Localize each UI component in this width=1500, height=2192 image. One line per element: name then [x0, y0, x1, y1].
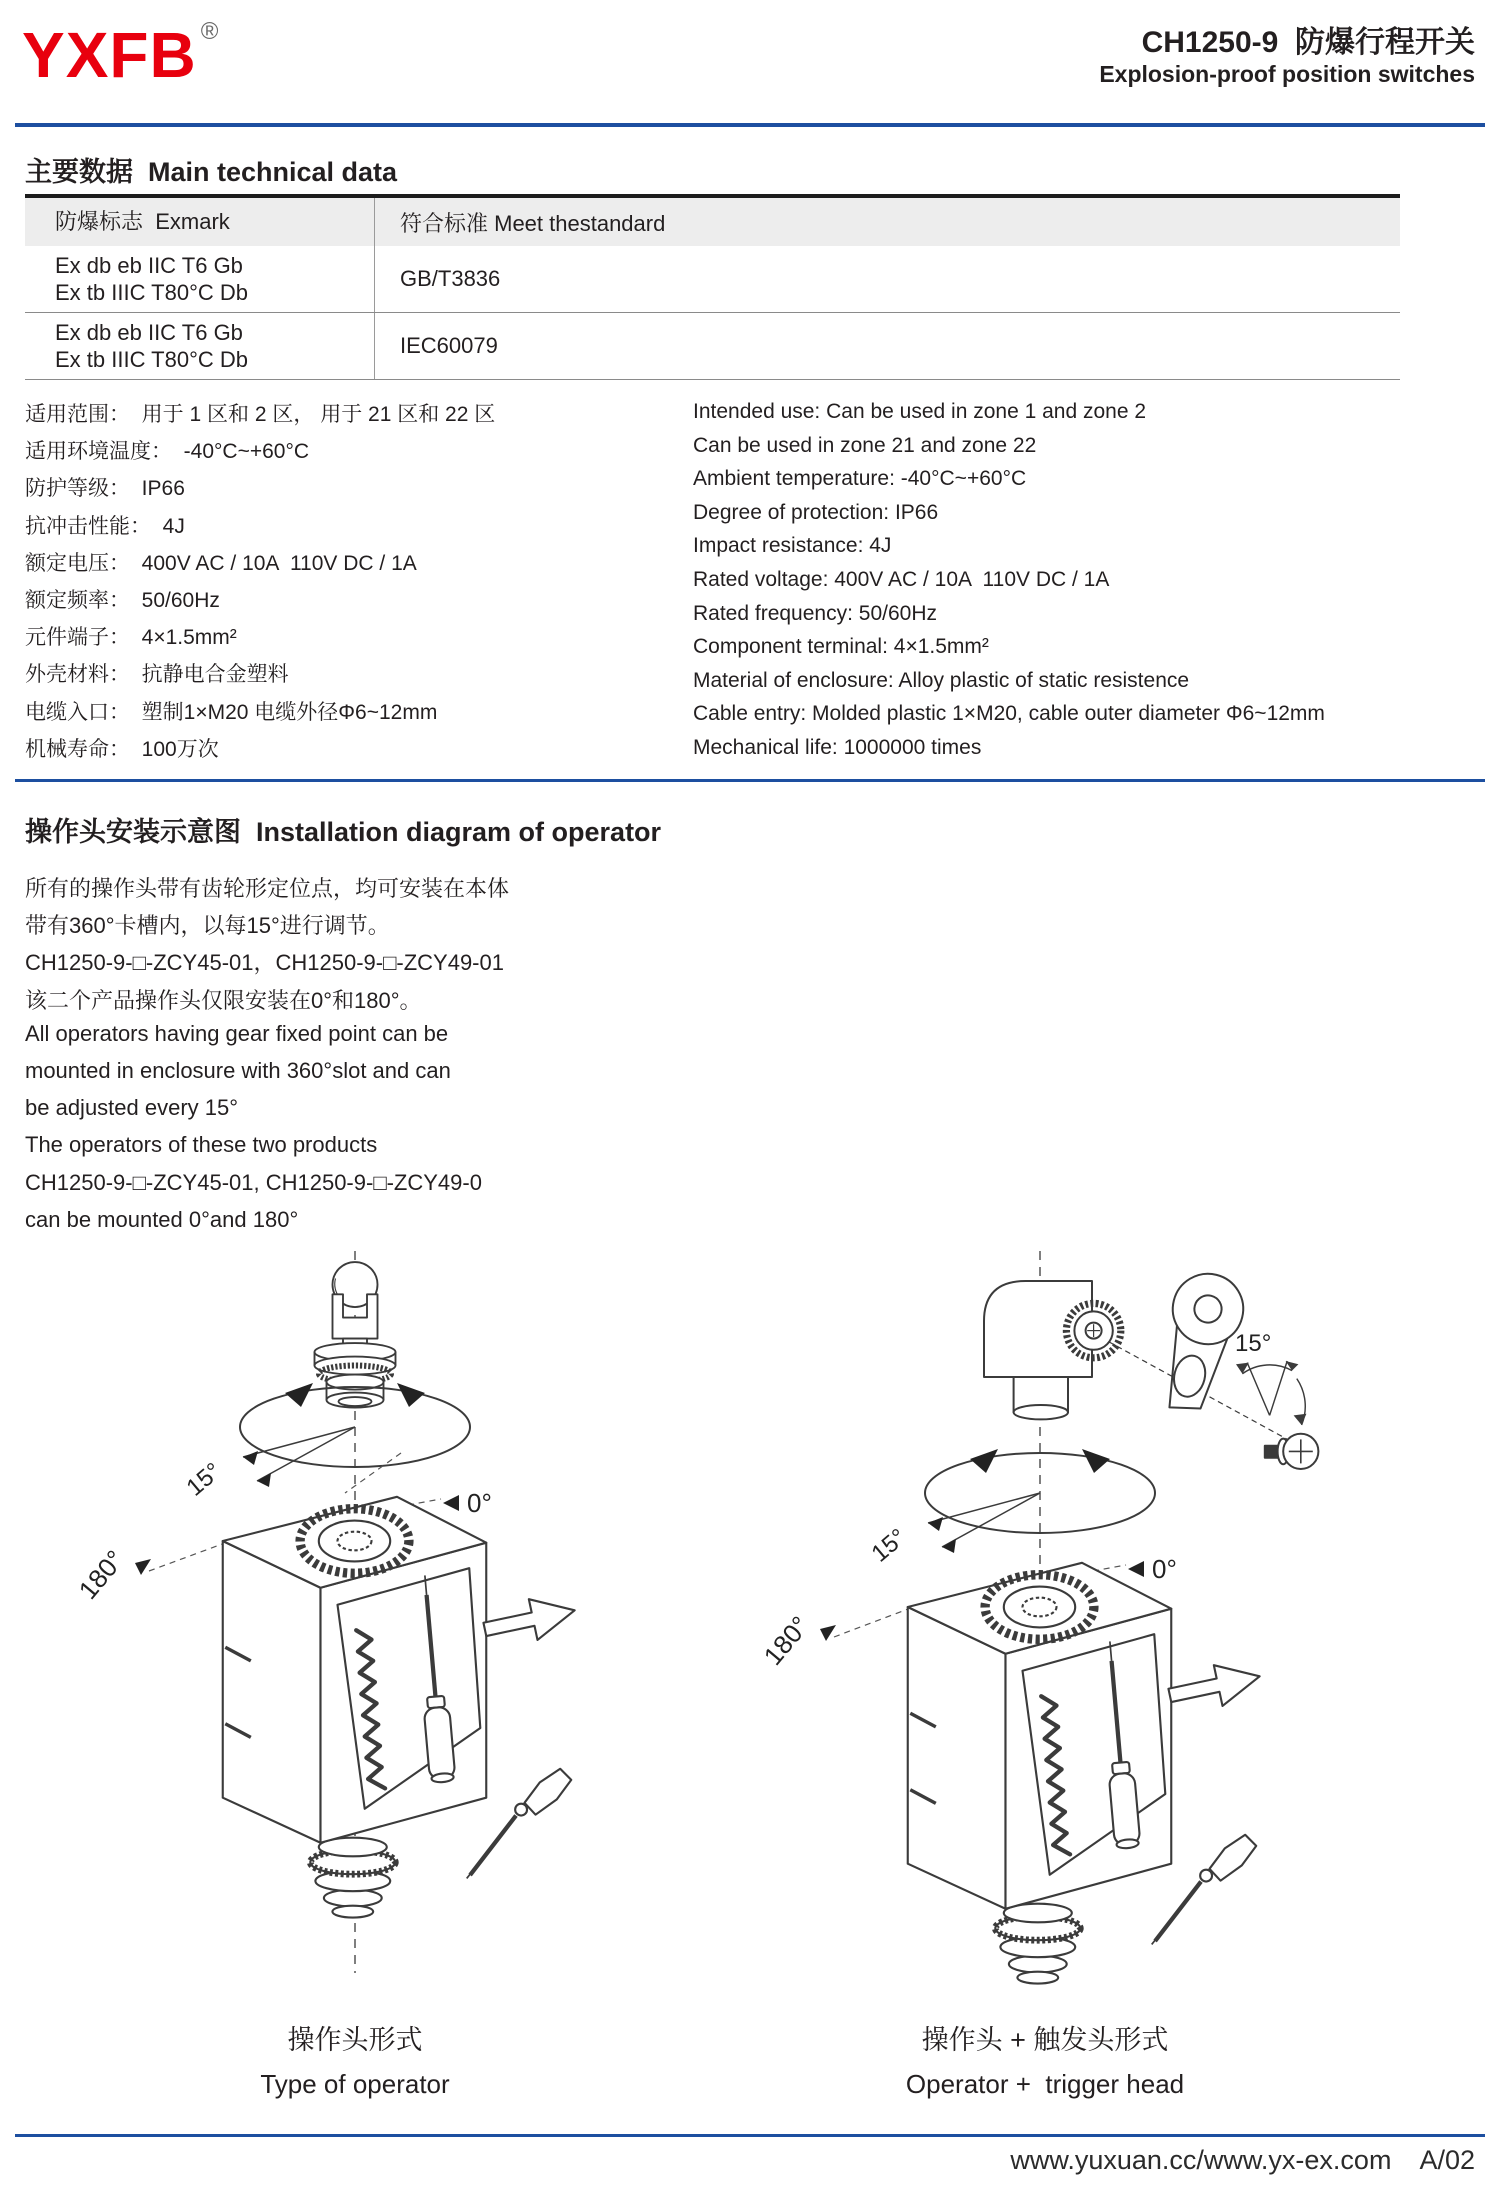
- spec-line: Can be used in zone 21 and zone 22: [693, 433, 1037, 457]
- col-header-exmark: 防爆标志 Exmark: [25, 198, 375, 246]
- section-rule: [15, 779, 1485, 782]
- footer-page-number: A/02: [1419, 2145, 1475, 2175]
- title-en: Explosion-proof position switches: [1099, 60, 1475, 87]
- spec-line: 额定电压： 400V AC / 10A 110V DC / 1A: [25, 551, 417, 575]
- note-line: All operators having gear fixed point can be: [25, 1020, 449, 1046]
- angle-0-marker: [443, 1495, 459, 1511]
- note-line: The operators of these two products: [25, 1132, 378, 1158]
- spec-line: Cable entry: Molded plastic 1×M20, cable outer diameter Φ6~12mm: [693, 702, 1325, 726]
- rotary-head-assembly: [984, 1266, 1318, 1469]
- caption-zh: 操作头 + 触发头形式: [921, 2025, 1169, 2055]
- caption-en: Operator + trigger head: [905, 2069, 1185, 2099]
- cell-standard: GB/T3836: [400, 266, 501, 291]
- installation-notes: [25, 872, 509, 1244]
- figure2-caption: [770, 2018, 1320, 2100]
- specs-chinese: [25, 398, 495, 770]
- spec-line: Material of enclosure: Alloy plastic of static resistence: [693, 668, 1190, 692]
- document-title: [1099, 26, 1475, 88]
- title-zh: CH1250-9 防爆行程开关: [1141, 26, 1475, 59]
- angle-label-0: 0°: [1152, 1554, 1177, 1584]
- table-header-row: [25, 198, 1400, 246]
- section-title-installation: 操作头安装示意图 Installation diagram of operator: [25, 817, 662, 847]
- spec-line: Ambient temperature: -40°C~+60°C: [693, 467, 1027, 491]
- spec-line: Component terminal: 4×1.5mm²: [693, 635, 989, 659]
- spec-line: Degree of protection: IP66: [693, 500, 939, 524]
- cell-standard: IEC60079: [400, 333, 498, 358]
- caption-en: Type of operator: [260, 2069, 450, 2099]
- spec-line: 元件端子： 4×1.5mm²: [25, 626, 237, 650]
- spec-line: Intended use: Can be used in zone 1 and zone 2: [693, 400, 1147, 423]
- note-line: 该二个产品操作头仅限安装在0°和180°。: [25, 987, 422, 1013]
- switch-body: [908, 1563, 1264, 1984]
- angle-180-marker: [820, 1625, 836, 1641]
- spec-line: Rated frequency: 50/60Hz: [693, 601, 937, 625]
- spec-line: 防护等级： IP66: [25, 477, 185, 501]
- figure-operator-trigger-head: [730, 1245, 1330, 1990]
- roller-plunger-head: [315, 1262, 396, 1408]
- col-header-standard: 符合标准 Meet thestandard: [400, 210, 666, 236]
- registered-mark: ®: [200, 18, 220, 45]
- note-line: mounted in enclosure with 360°slot and can: [25, 1057, 451, 1083]
- cell-exmark: Ex db eb IIC T6 Gb Ex tb IIIC T80°C Db: [25, 313, 375, 379]
- footer-url: www.yuxuan.cc/www.yx-ex.com: [1010, 2145, 1392, 2175]
- table-row: [25, 246, 1400, 313]
- note-line: 所有的操作头带有齿轮形定位点，均可安装在本体: [25, 876, 510, 901]
- figure1-caption: [80, 2018, 630, 2100]
- spec-line: 电缆入口： 塑制1×M20 电缆外径Φ6~12mm: [25, 700, 438, 724]
- specs-english: [693, 400, 1325, 770]
- header-rule: [15, 123, 1485, 127]
- angle-label-0: 0°: [467, 1488, 492, 1518]
- note-line: CH1250-9-□-ZCY45-01, CH1250-9-□-ZCY49-0: [25, 1169, 482, 1195]
- angle-label-180: 180°: [757, 1610, 816, 1671]
- angle-label-15-top: 15°: [1235, 1330, 1272, 1357]
- exmark-table: [25, 194, 1400, 380]
- note-line: be adjusted every 15°: [25, 1095, 239, 1121]
- spec-line: Mechanical life: 1000000 times: [693, 735, 982, 759]
- spec-line: 机械寿命： 100万次: [25, 737, 219, 761]
- footer-rule: [15, 2134, 1485, 2137]
- spec-line: 抗冲击性能： 4J: [25, 514, 185, 538]
- spec-line: 外壳材料： 抗静电合金塑料: [25, 663, 289, 687]
- spec-line: 额定频率： 50/60Hz: [25, 588, 220, 612]
- cell-exmark: Ex db eb IIC T6 Gb Ex tb IIIC T80°C Db: [25, 246, 375, 312]
- note-line: can be mounted 0°and 180°: [25, 1206, 299, 1232]
- caption-zh: 操作头形式: [287, 2025, 423, 2055]
- brand-logo-text: YXFB: [22, 19, 197, 91]
- angle-180-marker: [135, 1559, 151, 1575]
- figure-type-of-operator: [45, 1245, 665, 1980]
- section-title-technical-data: 主要数据 Main technical data: [25, 157, 398, 187]
- note-line: CH1250-9-□-ZCY45-01，CH1250-9-□-ZCY49-01: [25, 950, 504, 976]
- table-row: [25, 313, 1400, 379]
- spec-line: Impact resistance: 4J: [693, 534, 892, 558]
- switch-body: [223, 1497, 579, 1918]
- spec-line: 适用范围： 用于 1 区和 2 区， 用于 21 区和 22 区: [25, 403, 496, 426]
- angle-label-15: 15°: [181, 1457, 227, 1502]
- note-line: 带有360°卡槽内，以每15°进行调节。: [25, 913, 390, 939]
- angle-label-180: 180°: [72, 1544, 131, 1605]
- footer: [1010, 2145, 1475, 2176]
- spec-line: Rated voltage: 400V AC / 10A 110V DC / 1A: [693, 567, 1110, 591]
- angle-0-marker: [1128, 1561, 1144, 1577]
- spec-line: 适用环境温度： -40°C~+60°C: [25, 440, 310, 464]
- brand-logo: [22, 18, 220, 91]
- angle-label-15: 15°: [866, 1523, 912, 1568]
